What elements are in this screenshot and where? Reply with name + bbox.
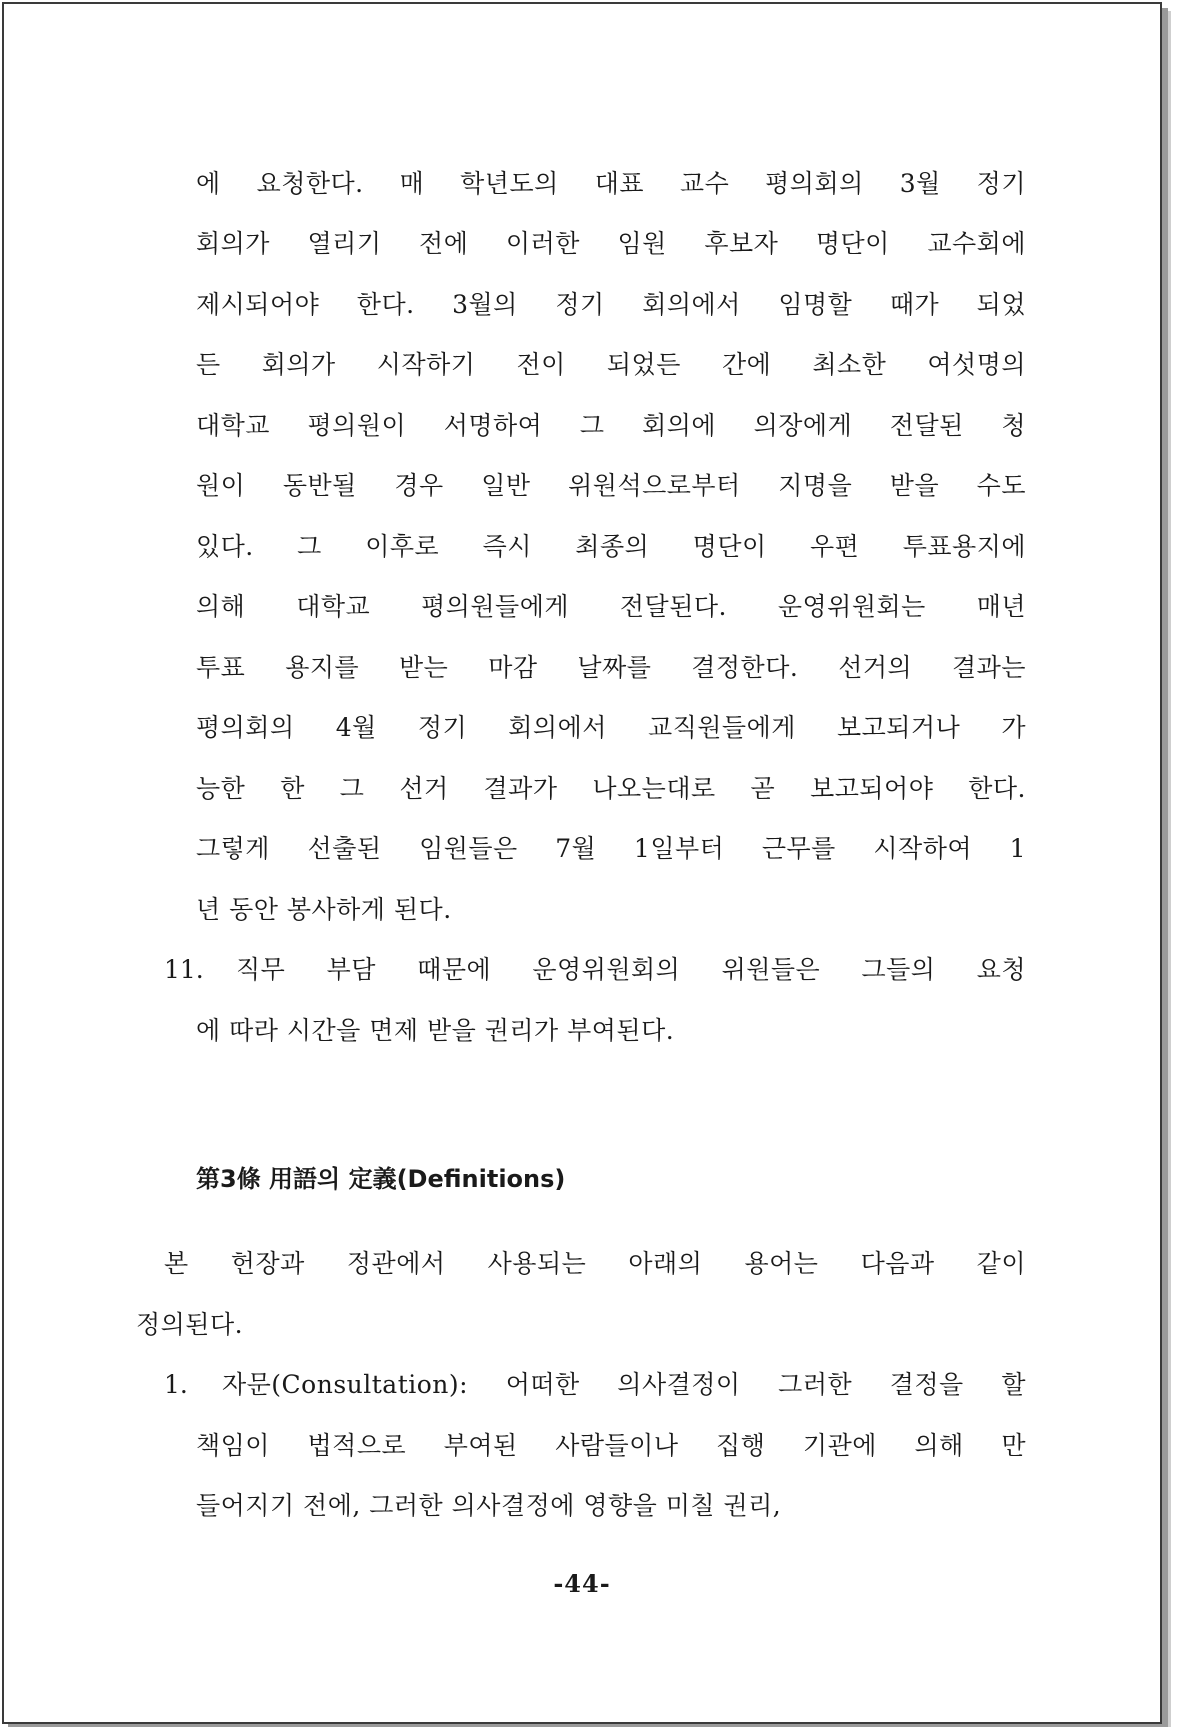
paragraph-line: 능한 한 그 선거 결과가 나오는대로 곧 보고되어야 한다. <box>196 774 1026 803</box>
page-number: -44- <box>553 1569 611 1598</box>
paragraph-line: 든 회의가 시작하기 전이 되었든 간에 최소한 여섯명의 <box>196 350 1026 379</box>
item-number: 1. <box>164 1370 188 1399</box>
paragraph-line: 대학교 평의원이 서명하여 그 회의에 의장에게 전달된 청 <box>196 411 1026 440</box>
paragraph-line: 년 동안 봉사하게 된다. <box>196 895 452 924</box>
item-line: 자문(Consultation): 어떠한 의사결정이 그러한 결정을 할 <box>222 1370 1026 1399</box>
document-page <box>2 2 1162 1724</box>
paragraph-line: 평의회의 4월 정기 회의에서 교직원들에게 보고되거나 가 <box>196 713 1026 742</box>
paragraph-line: 그렇게 선출된 임원들은 7월 1일부터 근무를 시작하여 1 <box>196 834 1026 863</box>
paragraph-line: 있다. 그 이후로 즉시 최종의 명단이 우편 투표용지에 <box>196 532 1026 561</box>
item-line: 에 따라 시간을 면제 받을 권리가 부여된다. <box>196 1016 675 1045</box>
item-number: 11. <box>164 955 204 984</box>
item-line: 직무 부담 때문에 운영위원회의 위원들은 그들의 요청 <box>236 955 1026 984</box>
paragraph-line: 회의가 열리기 전에 이러한 임원 후보자 명단이 교수회에 <box>196 229 1026 258</box>
item-line: 들어지기 전에, 그러한 의사결정에 영향을 미칠 권리, <box>196 1491 782 1520</box>
paragraph-line: 의해 대학교 평의원들에게 전달된다. 운영위원회는 매년 <box>196 592 1026 621</box>
intro-line: 정의된다. <box>136 1310 244 1339</box>
paragraph-line: 에 요청한다. 매 학년도의 대표 교수 평의회의 3월 정기 <box>196 169 1026 198</box>
paragraph-line: 제시되어야 한다. 3월의 정기 회의에서 임명할 때가 되었 <box>196 290 1026 319</box>
section-heading: 第3條 用語의 定義(Definitions) <box>196 1165 566 1193</box>
intro-line: 본 헌장과 정관에서 사용되는 아래의 용어는 다음과 같이 <box>164 1249 1026 1278</box>
paragraph-line: 원이 동반될 경우 일반 위원석으로부터 지명을 받을 수도 <box>196 471 1026 500</box>
paragraph-line: 투표 용지를 받는 마감 날짜를 결정한다. 선거의 결과는 <box>196 653 1026 682</box>
item-line: 책임이 법적으로 부여된 사람들이나 집행 기관에 의해 만 <box>196 1431 1026 1460</box>
